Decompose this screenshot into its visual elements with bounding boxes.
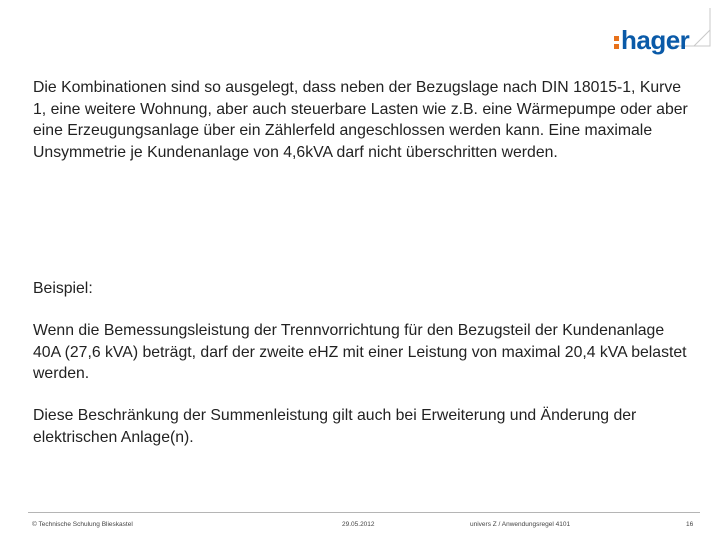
paragraph-restriction: Diese Beschränkung der Summenleistung gilt auch bei Erweiterung und Änderung der elektrischen Anlage(n).	[33, 407, 637, 446]
paragraph-combinations: Die Kombinationen sind so ausgelegt, dass neben der Bezugslage nach DIN 18015-1, Kurve 1, eine weitere Wohnung, aber auch steuerbare Lasten wie z.B. eine Wärmepumpe oder aber eine Erzeugungsanlage über ein Zählerfeld angeschlossen werden kann. Eine maximale Unsymmetrie je Kundenanlage von 4,6kVA darf nicht überschritten werden.	[33, 79, 688, 161]
paragraph-example: Wenn die Bemessungsleistung der Trennvorrichtung für den Bezugsteil der Kundenanlage 40A (27,6 kVA) beträgt, darf der zweite eHZ mit einer Leistung von maximal 20,4 kVA belastet werden.	[33, 322, 687, 382]
footer-date: 29.05.2012	[342, 521, 375, 528]
footer-copyright: © Technische Schulung Blieskastel	[32, 521, 133, 528]
hager-logo	[614, 25, 689, 56]
logo-dots-icon	[614, 36, 619, 49]
logo-text: hager	[621, 25, 690, 55]
footer-page-number: 16	[686, 521, 694, 528]
footer-divider	[28, 512, 700, 513]
footer-reference: univers Z / Anwendungsregel 4101	[470, 521, 571, 528]
example-heading: Beispiel:	[33, 280, 93, 297]
